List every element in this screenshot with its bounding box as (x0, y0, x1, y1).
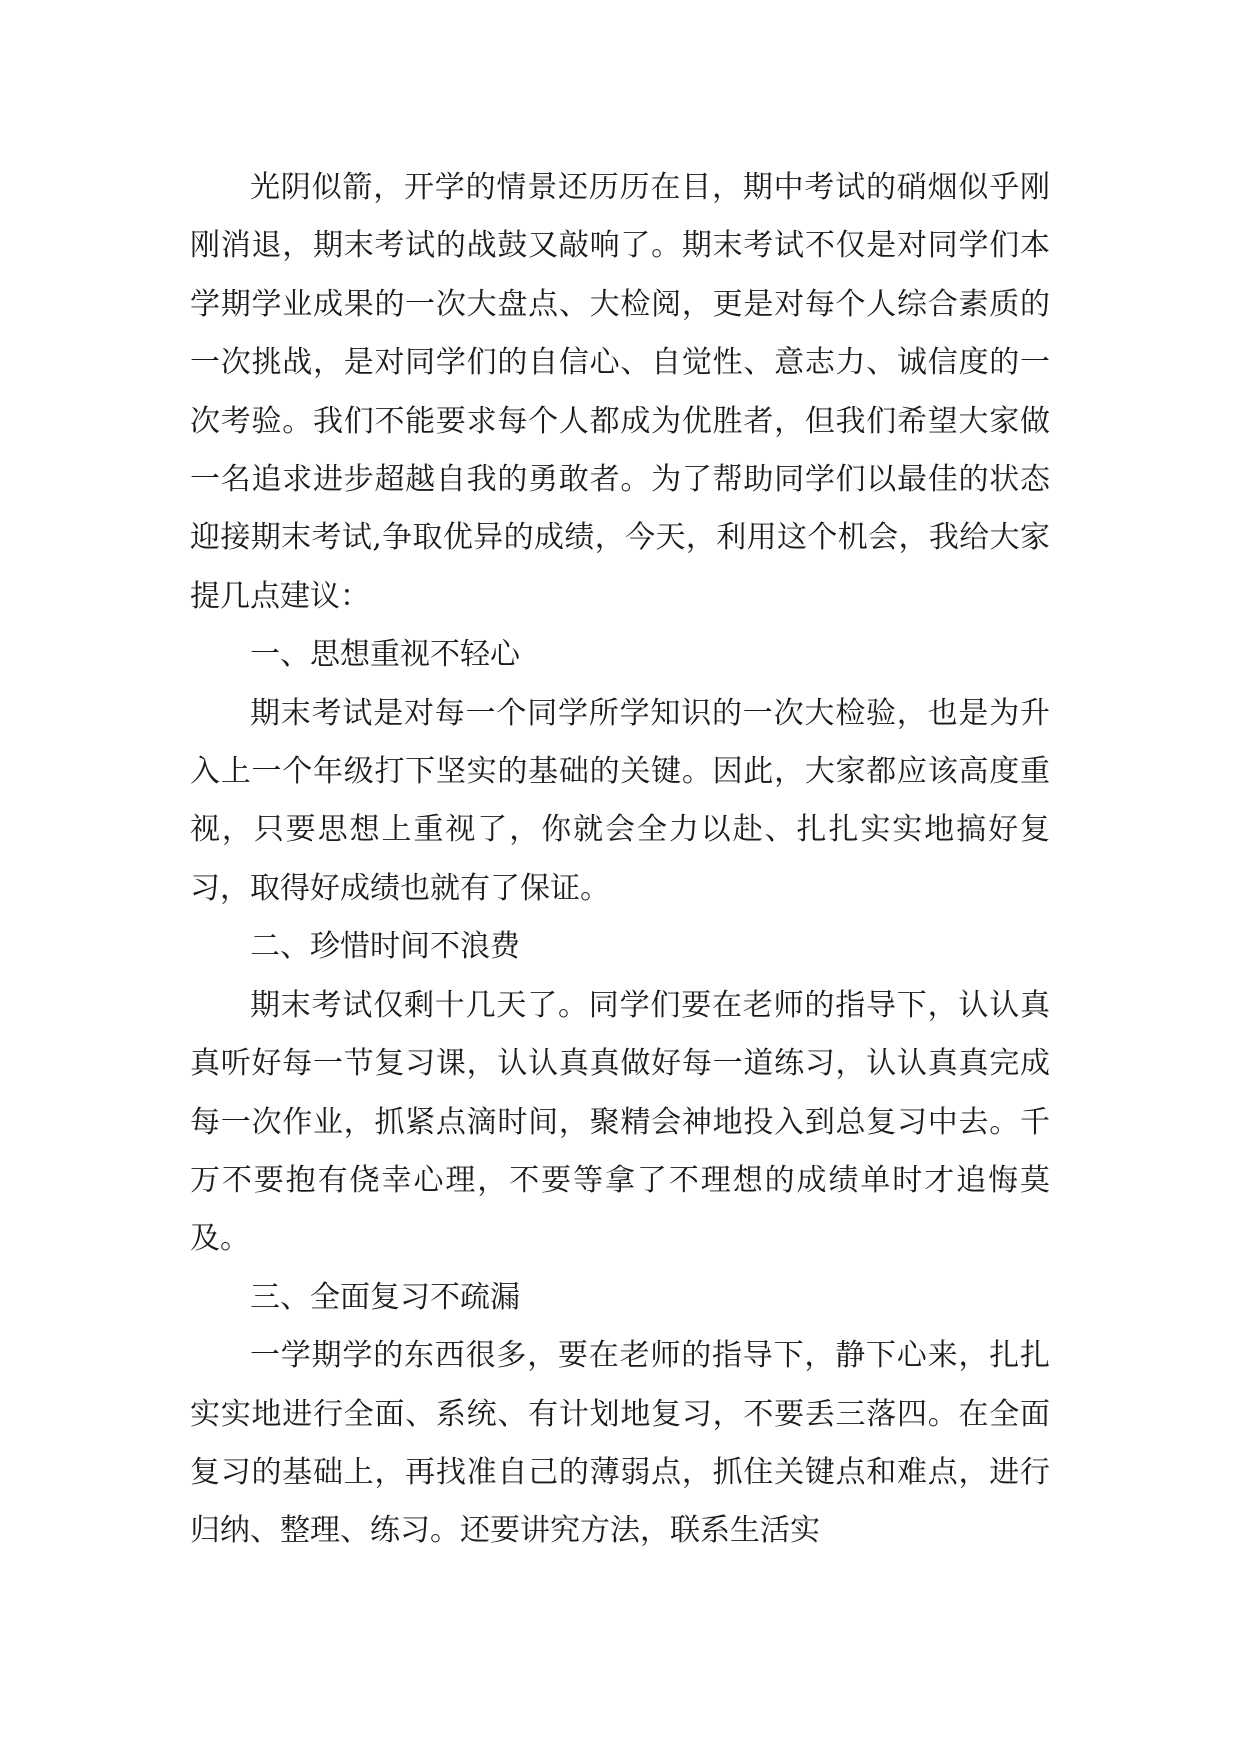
section-heading-2: 二、珍惜时间不浪费 (250, 929, 520, 965)
paragraph-intro: 光阴似箭，开学的情景还历历在目，期中考试的硝烟似乎刚刚消退，期末考试的战鼓又敲响了。期末考试不仅是对同学们本学期学业成果的一次大盘点、大检阅，更是对每个人综合素质的一次挑战，是对同学们的自信心、自觉性、意志力、诚信度的一次考验。我们不能要求每个人都成为优胜者，但我们希望大家做一名追求进步超越自我的勇敢者。为了帮助同学们以最佳的状态迎接期末考试,争取优异的成绩，今天，利用这个机会，我给大家提几点建议： (190, 170, 1050, 614)
section-heading-3: 三、全面复习不疏漏 (250, 1279, 520, 1315)
paragraph-section-3: 一学期学的东西很多，要在老师的指导下，静下心来，扎扎实实地进行全面、系统、有计划地复习，不要丢三落四。在全面复习的基础上，再找准自己的薄弱点，抓住关键点和难点，进行归纳、整理、练习。还要讲究方法，联系生活实 (190, 1338, 1050, 1549)
paragraph-section-1: 期末考试是对每一个同学所学知识的一次大检验，也是为升入上一个年级打下坚实的基础的关键。因此，大家都应该高度重视，只要思想上重视了，你就会全力以赴、扎扎实实地搞好复习，取得好成绩也就有了保证。 (190, 695, 1050, 906)
document-body (190, 159, 1050, 1561)
section-heading-1: 一、思想重视不轻心 (250, 637, 520, 673)
paragraph-section-2: 期末考试仅剩十几天了。同学们要在老师的指导下，认认真真听好每一节复习课，认认真真做好每一道练习，认认真真完成每一次作业，抓紧点滴时间，聚精会神地投入到总复习中去。千万不要抱有侥幸心理，不要等拿了不理想的成绩单时才追悔莫及。 (190, 987, 1050, 1257)
